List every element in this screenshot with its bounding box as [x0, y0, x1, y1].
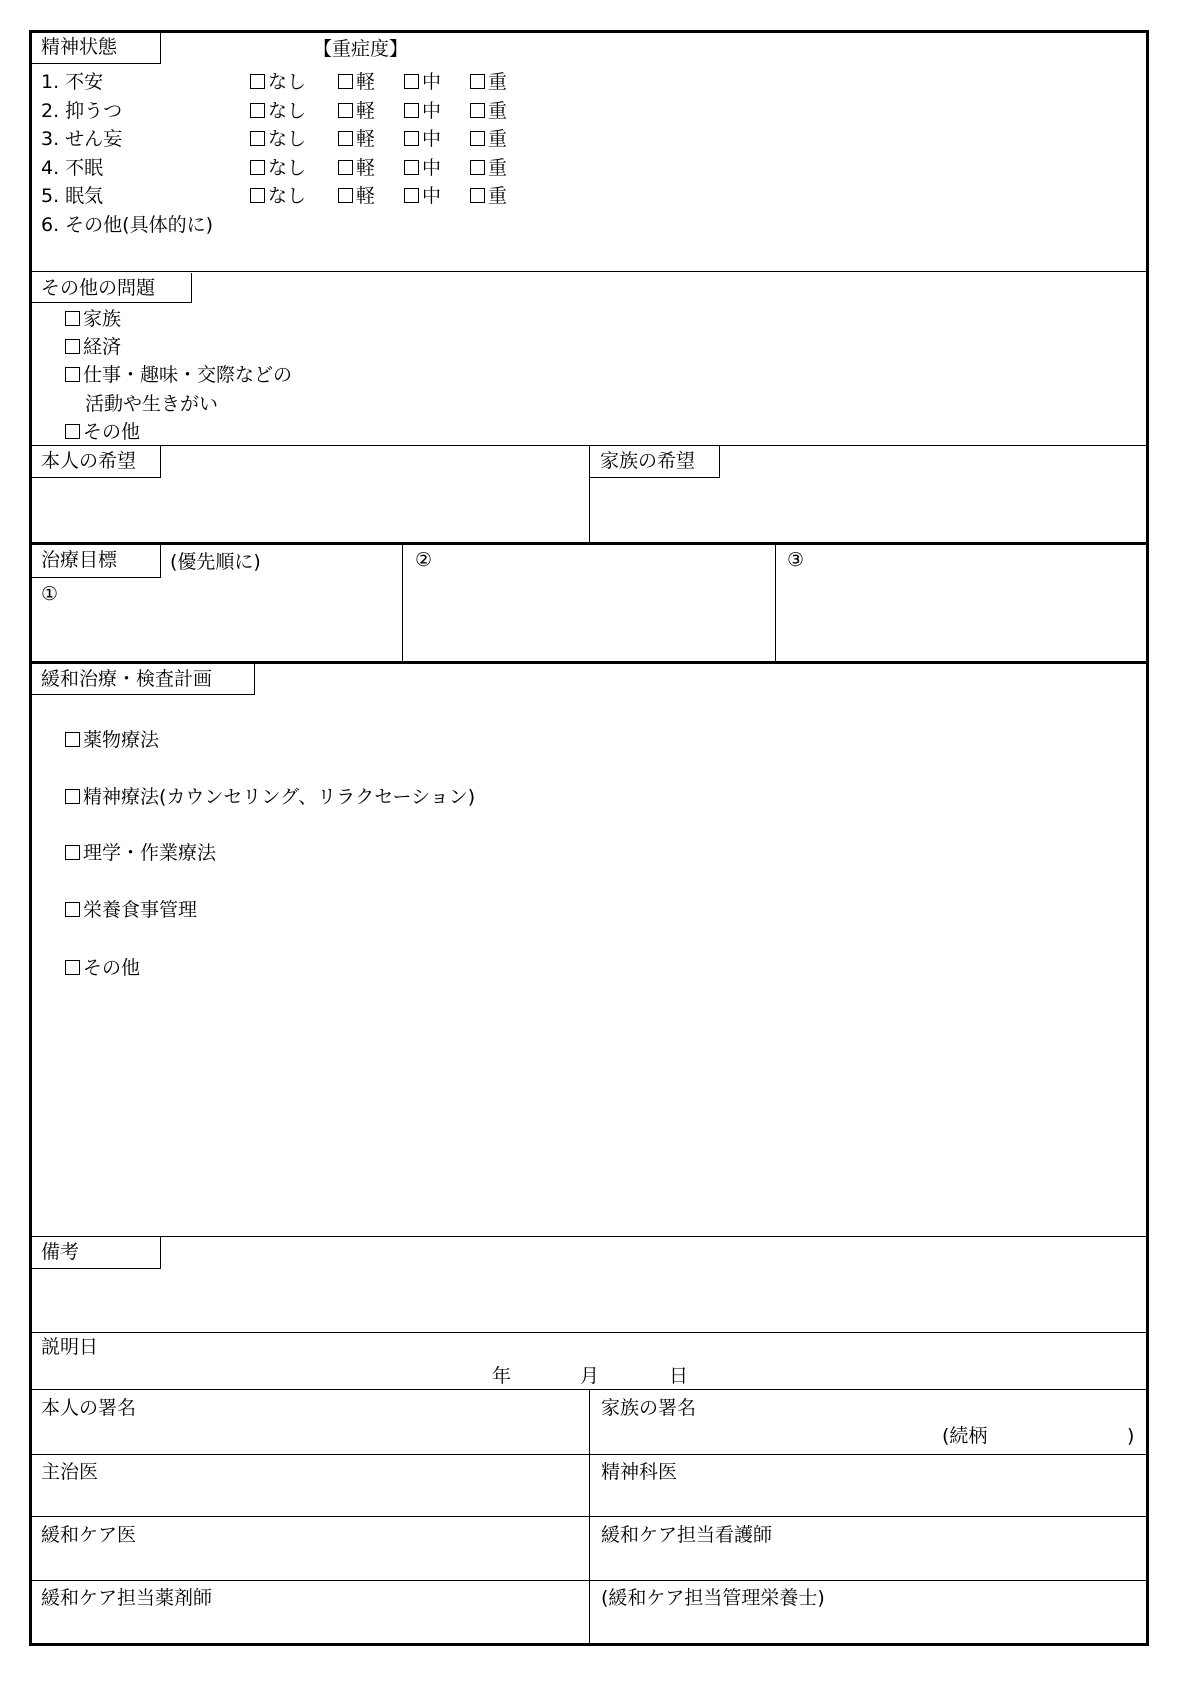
palliative-dietitian-label: (緩和ケア担当管理栄養士): [601, 1587, 825, 1609]
checkbox-family[interactable]: 家族: [65, 307, 121, 331]
checkbox-icon: [404, 131, 419, 146]
plan-label: 緩和治療・検査計画: [31, 664, 255, 695]
severity-checkbox[interactable]: 重: [470, 99, 507, 123]
checkbox-nutrition[interactable]: 栄養食事管理: [65, 898, 197, 922]
severity-checkbox[interactable]: 重: [470, 70, 507, 94]
checkbox-icon: [404, 188, 419, 203]
checkbox-icon: [338, 103, 353, 118]
explanation-date-label: 説明日: [41, 1336, 99, 1358]
checkbox-icon: [404, 74, 419, 89]
severity-checkbox[interactable]: なし: [250, 127, 306, 151]
checkbox-icon: [470, 188, 485, 203]
checkbox-other-problem[interactable]: その他: [65, 420, 140, 444]
other-problems-label: その他の問題: [31, 273, 192, 303]
severity-checkbox[interactable]: なし: [250, 99, 306, 123]
treatment-goal-label: 治療目標: [31, 545, 161, 578]
patient-signature-label: 本人の署名: [41, 1397, 137, 1419]
divider: [29, 271, 1149, 272]
palliative-pharmacist-label: 緩和ケア担当薬剤師: [41, 1587, 213, 1609]
divider: [589, 1389, 590, 1646]
severity-checkbox[interactable]: 軽: [338, 70, 375, 94]
divider: [29, 1236, 1149, 1237]
checkbox-icon: [250, 103, 265, 118]
relationship-close: ): [1127, 1425, 1135, 1447]
severity-checkbox[interactable]: 重: [470, 127, 507, 151]
severity-header: 【重症度】: [313, 38, 409, 60]
patient-wish-label: 本人の希望: [31, 446, 161, 478]
checkbox-icon: [65, 902, 80, 917]
checkbox-icon: [250, 160, 265, 175]
remarks-label: 備考: [31, 1237, 161, 1269]
severity-checkbox[interactable]: 軽: [338, 99, 375, 123]
checkbox-rehab[interactable]: 理学・作業療法: [65, 841, 216, 865]
checkbox-other-plan[interactable]: その他: [65, 956, 140, 980]
checkbox-economy[interactable]: 経済: [65, 335, 121, 359]
symptom-label: 3. せん妄: [41, 128, 123, 151]
checkbox-icon: [65, 789, 80, 804]
checkbox-icon: [250, 74, 265, 89]
checkbox-icon: [338, 188, 353, 203]
severity-checkbox[interactable]: 重: [470, 156, 507, 180]
checkbox-icon: [250, 131, 265, 146]
symptom-label: 1. 不安: [41, 71, 104, 93]
severity-checkbox[interactable]: 中: [404, 70, 441, 94]
severity-checkbox[interactable]: なし: [250, 184, 306, 208]
symptom-label: 2. 抑うつ: [41, 99, 123, 122]
checkbox-icon: [470, 160, 485, 175]
checkbox-icon: [65, 367, 80, 382]
checkbox-psychotherapy[interactable]: 精神療法(カウンセリング、リラクセーション): [65, 785, 475, 809]
family-signature-label: 家族の署名: [601, 1397, 697, 1419]
checkbox-icon: [404, 160, 419, 175]
checkbox-icon: [470, 74, 485, 89]
severity-checkbox[interactable]: 軽: [338, 184, 375, 208]
checkbox-icon: [65, 339, 80, 354]
severity-checkbox[interactable]: なし: [250, 70, 306, 94]
divider: [29, 1332, 1149, 1333]
severity-checkbox[interactable]: 中: [404, 156, 441, 180]
checkbox-icon: [470, 131, 485, 146]
checkbox-icon: [65, 732, 80, 747]
checkbox-icon: [65, 424, 80, 439]
checkbox-icon: [338, 160, 353, 175]
severity-checkbox[interactable]: 軽: [338, 156, 375, 180]
goal-1: ①: [41, 583, 59, 605]
psychiatrist-label: 精神科医: [601, 1461, 678, 1483]
palliative-doctor-label: 緩和ケア医: [41, 1524, 137, 1546]
checkbox-icon: [470, 103, 485, 118]
checkbox-icon: [338, 74, 353, 89]
divider: [402, 543, 403, 662]
work-hobby-continuation: 活動や生きがい: [85, 393, 219, 415]
severity-checkbox[interactable]: なし: [250, 156, 306, 180]
mental-state-label: 精神状態: [31, 32, 161, 64]
symptom-label: 6. その他(具体的に): [41, 214, 213, 236]
checkbox-icon: [250, 188, 265, 203]
goal-2: ②: [415, 549, 433, 571]
checkbox-icon: [338, 131, 353, 146]
checkbox-icon: [404, 103, 419, 118]
severity-checkbox[interactable]: 中: [404, 127, 441, 151]
relationship-open: (続柄: [942, 1425, 988, 1447]
priority-note: (優先順に): [170, 551, 261, 573]
severity-checkbox[interactable]: 中: [404, 99, 441, 123]
checkbox-work-hobby[interactable]: 仕事・趣味・交際などの: [65, 363, 292, 387]
checkbox-icon: [65, 845, 80, 860]
palliative-nurse-label: 緩和ケア担当看護師: [601, 1524, 773, 1546]
divider: [775, 543, 776, 662]
severity-checkbox[interactable]: 軽: [338, 127, 375, 151]
attending-physician-label: 主治医: [41, 1461, 99, 1483]
family-wish-label: 家族の希望: [589, 446, 720, 478]
symptom-label: 4. 不眠: [41, 156, 104, 179]
date-day: 日: [669, 1365, 689, 1387]
symptom-label: 5. 眠気: [41, 185, 104, 208]
checkbox-medication[interactable]: 薬物療法: [65, 728, 159, 752]
checkbox-icon: [65, 311, 80, 326]
checkbox-icon: [65, 960, 80, 975]
date-year: 年: [492, 1365, 512, 1387]
severity-checkbox[interactable]: 中: [404, 184, 441, 208]
goal-3: ③: [787, 549, 805, 571]
date-month: 月: [580, 1365, 600, 1387]
severity-checkbox[interactable]: 重: [470, 184, 507, 208]
